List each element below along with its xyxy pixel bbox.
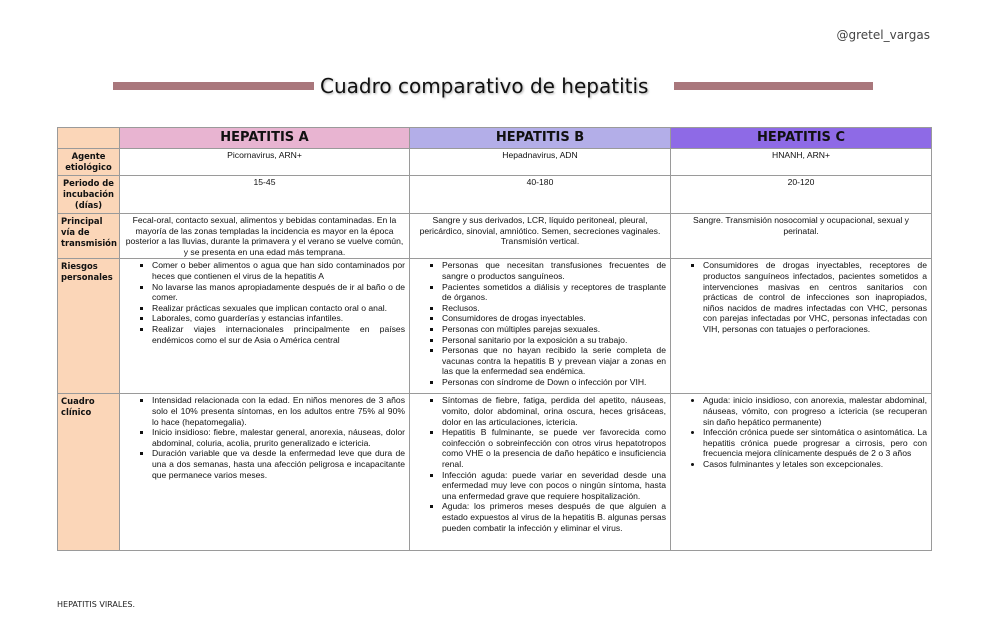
list-item: ▪ Aguda: los primeros meses después de que alguien a estado expuestos al virus de la hepatitis B. algunas persas pueden combatir la infección y eliminar el virus. xyxy=(442,501,666,533)
row-label: Principal vía de transmisión xyxy=(58,214,120,259)
list-item: ▪ Pacientes sometidos a diálisis y receptores de trasplante de órganos. xyxy=(442,282,666,303)
cell-periodo-b: 40-180 xyxy=(410,176,671,214)
list-item: ▪ Laborales, como guarderías y estancias infantiles. xyxy=(152,313,405,324)
list-item: ▪ Inicio insidioso: fiebre, malestar general, anorexia, náuseas, dolor abdominal, coluria, acolia, prurito generalizado e ictericia. xyxy=(152,427,405,448)
row-label: Cuadro clínico xyxy=(58,394,120,551)
cell-cuadro-a xyxy=(120,394,410,551)
list-item: ▪ Personas con múltiples parejas sexuales. xyxy=(442,324,666,335)
title-decoration-left xyxy=(113,82,314,90)
bullet-list xyxy=(675,260,927,334)
header-hepatitis-c: HEPATITIS C xyxy=(671,128,932,149)
page-title: Cuadro comparativo de hepatitis xyxy=(320,74,649,98)
list-item: ▪ Intensidad relacionada con la edad. En niños menores de 3 años solo el 10% presenta síntomas, en los adultos entre 75% al 90% lo hace (hepatomegalia). xyxy=(152,395,405,427)
cell-via-b: Sangre y sus derivados, LCR, líquido peritoneal, pleural, pericárdico, sinovial, amniótico. Semen, secreciones vaginales. Transmisión vertical. xyxy=(410,214,671,259)
cell-via-a: Fecal-oral, contacto sexual, alimentos y bebidas contaminadas. En la mayoría de las zonas templadas la incidencia es mayor en la época posterior a las lluvias, durante la primavera y el verano se vuelve común, y se presenta en una edad más temprana. xyxy=(120,214,410,259)
cell-riesgos-c xyxy=(671,259,932,394)
row-label: Riesgos personales xyxy=(58,259,120,394)
list-item: ▪ Personas que no hayan recibido la serie completa de vacunas contra la hepatitis B y prevean viajar a zonas en las que la enfermedad sea endémica. xyxy=(442,345,666,377)
list-item: • Casos fulminantes y letales son excepcionales. xyxy=(703,459,927,470)
row-agente xyxy=(58,149,932,176)
row-label: Agente etiológico xyxy=(58,149,120,176)
list-item: ▪ Reclusos. xyxy=(442,303,666,314)
row-via xyxy=(58,214,932,259)
header-corner xyxy=(58,128,120,149)
row-label: Periodo de incubación (días) xyxy=(58,176,120,214)
list-item: • Aguda: inicio insidioso, con anorexia, malestar abdominal, náuseas, vómito, con progreso a ictericia (se recuperan sin daño hepático permanente) xyxy=(703,395,927,427)
header-hepatitis-a: HEPATITIS A xyxy=(120,128,410,149)
cell-periodo-c: 20-120 xyxy=(671,176,932,214)
bullet-list xyxy=(414,260,666,387)
list-item: ▪ Realizar viajes internacionales principalmente en países endémicos como el sur de Asia o América central xyxy=(152,324,405,345)
cell-riesgos-a xyxy=(120,259,410,394)
list-item: ▪ Realizar prácticas sexuales que implican contacto oral o anal. xyxy=(152,303,405,314)
bullet-list xyxy=(124,395,405,480)
list-item: • Infección crónica puede ser sintomática o asintomática. La hepatitis crónica puede progresar a cirrosis, pero con frecuencia mejora clínicamente después de 2 o 3 años xyxy=(703,427,927,459)
cell-agente-c: HNANH, ARN+ xyxy=(671,149,932,176)
list-item: ▪ Personas con síndrome de Down o infección por VIH. xyxy=(442,377,666,388)
cell-periodo-a: 15-45 xyxy=(120,176,410,214)
cell-cuadro-b xyxy=(410,394,671,551)
comparison-table xyxy=(57,127,932,551)
list-item: ▪ Consumidores de drogas inyectables. xyxy=(442,313,666,324)
list-item: ▪ Síntomas de fiebre, fatiga, perdida del apetito, náuseas, vomito, dolor abdominal, orina oscura, heces grisáceas, dolor en las articulaciones, ictericia. xyxy=(442,395,666,427)
cell-agente-b: Hepadnavirus, ADN xyxy=(410,149,671,176)
row-riesgos xyxy=(58,259,932,394)
cell-agente-a: Picornavirus, ARN+ xyxy=(120,149,410,176)
cell-cuadro-c xyxy=(671,394,932,551)
bullet-list xyxy=(675,395,927,469)
list-item: ▪ No lavarse las manos apropiadamente después de ir al baño o de comer. xyxy=(152,282,405,303)
bullet-list xyxy=(124,260,405,345)
cell-riesgos-b xyxy=(410,259,671,394)
list-item: ▪ Personal sanitario por la exposición a su trabajo. xyxy=(442,335,666,346)
list-item: ▪ Personas que necesitan transfusiones frecuentes de sangre o productos sanguíneos. xyxy=(442,260,666,281)
list-item: ▪ Comer o beber alimentos o agua que han sido contaminados por heces que contienen el virus de la hepatitis A xyxy=(152,260,405,281)
header-hepatitis-b: HEPATITIS B xyxy=(410,128,671,149)
cell-via-c: Sangre. Transmisión nosocomial y ocupacional, sexual y perinatal. xyxy=(671,214,932,259)
row-periodo xyxy=(58,176,932,214)
title-decoration-right xyxy=(674,82,873,90)
list-item: ▪ Consumidores de drogas inyectables, receptores de productos sanguíneos infectados, pacientes sometidos a intervenciones masivas en centros sanitarios con prácticas de control de infecciones son inapropiados, niños nacidos de madres infectadas con VHC, personas con parejas infectadas por VHC, personas infectadas con VIH, personas con tatuajes o perforaciones. xyxy=(703,260,927,334)
author-handle: @gretel_vargas xyxy=(836,28,930,42)
list-item: ▪ Infección aguda: puede variar en severidad desde una enfermedad muy leve con pocos o ningún síntoma, hasta una enfermedad grave que requiere hospitalización. xyxy=(442,470,666,502)
page-footer: HEPATITIS VIRALES. xyxy=(57,600,136,609)
bullet-list xyxy=(414,395,666,533)
list-item: ▪ Hepatitis B fulminante, se puede ver favorecida como coinfección o sobreinfección con otros virus hepatotropos como VHE o la presencia de daño hepático e insuficiencia renal. xyxy=(442,427,666,469)
row-cuadro xyxy=(58,394,932,551)
list-item: ▪ Duración variable que va desde la enfermedad leve que dura de una a dos semanas, hasta una afección peligrosa e incapacitante que permanece varios meses. xyxy=(152,448,405,480)
header-row xyxy=(58,128,932,149)
